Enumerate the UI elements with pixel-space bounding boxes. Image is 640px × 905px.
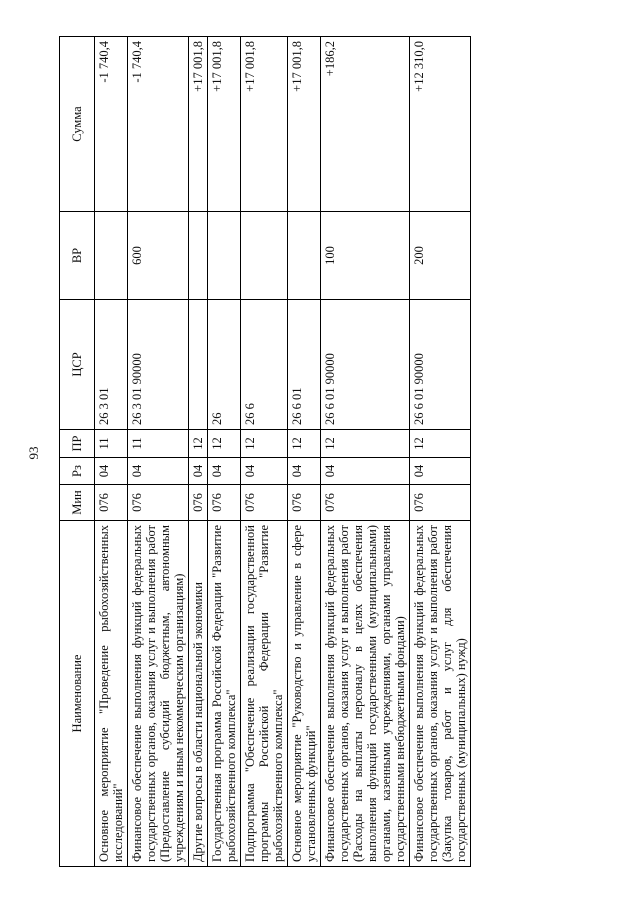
rotated-table-container	[59, 37, 597, 867]
cell-rz: 04	[208, 458, 241, 485]
cell-min: 076	[189, 485, 208, 521]
cell-sum: +17 001,8	[288, 37, 321, 212]
cell-sum: +17 001,8	[208, 37, 241, 212]
cell-min: 076	[410, 485, 471, 521]
cell-pr: 12	[410, 430, 471, 458]
table-row	[128, 37, 189, 867]
cell-csr: 26	[208, 300, 241, 430]
cell-vr	[208, 212, 241, 300]
cell-rz: 04	[321, 458, 410, 485]
cell-rz: 04	[128, 458, 189, 485]
header-sum: Сумма	[60, 37, 95, 212]
cell-csr: 26 6 01 90000	[410, 300, 471, 430]
cell-csr: 26 6	[241, 300, 288, 430]
cell-name: Основное мероприятие "Проведение рыбохозяйственных исследований"	[95, 521, 128, 867]
cell-vr: 100	[321, 212, 410, 300]
cell-name: Основное мероприятие "Руководство и управление в сфере установленных функций"	[288, 521, 321, 867]
cell-rz: 04	[95, 458, 128, 485]
cell-name: Подпрограмма "Обеспечение реализации государственной программы Российской Федерации "Развитие рыбохозяйственного комплекса"	[241, 521, 288, 867]
cell-name: Другие вопросы в области национальной экономики	[189, 521, 208, 867]
table-row	[321, 37, 410, 867]
cell-min: 076	[241, 485, 288, 521]
cell-pr: 12	[321, 430, 410, 458]
header-min: Мин	[60, 485, 95, 521]
cell-pr: 12	[288, 430, 321, 458]
table-row	[241, 37, 288, 867]
cell-rz: 04	[288, 458, 321, 485]
page-number: 93	[26, 446, 41, 460]
cell-name: Финансовое обеспечение выполнения функций федеральных государственных органов, оказания услуг и выполнения работ (Закупка товаров, работ и услуг для обеспечения государственных (муниципальных) нужд)	[410, 521, 471, 867]
cell-sum: +17 001,8	[189, 37, 208, 212]
cell-sum: +12 310,0	[410, 37, 471, 212]
header-csr: ЦСР	[60, 300, 95, 430]
cell-pr: 12	[208, 430, 241, 458]
header-pr: ПР	[60, 430, 95, 458]
table-row	[95, 37, 128, 867]
cell-min: 076	[128, 485, 189, 521]
cell-pr: 12	[241, 430, 288, 458]
cell-rz: 04	[410, 458, 471, 485]
header-vr: ВР	[60, 212, 95, 300]
table-row	[288, 37, 321, 867]
header-rz: Рз	[60, 458, 95, 485]
cell-csr: 26 3 01	[95, 300, 128, 430]
cell-vr: 200	[410, 212, 471, 300]
cell-vr: 600	[128, 212, 189, 300]
cell-csr: 26 3 01 90000	[128, 300, 189, 430]
cell-sum: +186,2	[321, 37, 410, 212]
cell-min: 076	[95, 485, 128, 521]
budget-table	[59, 36, 471, 867]
cell-pr: 11	[128, 430, 189, 458]
table-header-row	[60, 37, 95, 867]
table-row	[208, 37, 241, 867]
cell-sum: -1 740,4	[95, 37, 128, 212]
cell-sum: -1 740,4	[128, 37, 189, 212]
header-name: Наименование	[60, 521, 95, 867]
cell-min: 076	[208, 485, 241, 521]
cell-name: Финансовое обеспечение выполнения функций федеральных государственных органов, оказания услуг и выполнения работ (Предоставление субсидий бюджетным, автономным учреждениям и иным некоммерческим организациям)	[128, 521, 189, 867]
cell-csr: 26 6 01	[288, 300, 321, 430]
table-row	[189, 37, 208, 867]
cell-csr	[189, 300, 208, 430]
cell-csr: 26 6 01 90000	[321, 300, 410, 430]
cell-sum: +17 001,8	[241, 37, 288, 212]
cell-name: Финансовое обеспечение выполнения функций федеральных государственных органов, оказания услуг и выполнения работ (Расходы на выплаты персоналу в целях обеспечения выполнения функций государственными (муниципальными) органами, казенными учреждениями, органами управления государственными внебюджетными фондами)	[321, 521, 410, 867]
cell-pr: 11	[95, 430, 128, 458]
cell-vr	[95, 212, 128, 300]
cell-rz: 04	[189, 458, 208, 485]
cell-vr	[241, 212, 288, 300]
cell-min: 076	[288, 485, 321, 521]
table-row	[410, 37, 471, 867]
cell-rz: 04	[241, 458, 288, 485]
cell-vr	[189, 212, 208, 300]
cell-name: Государственная программа Российской Федерации "Развитие рыбохозяйственного комплекса"	[208, 521, 241, 867]
cell-vr	[288, 212, 321, 300]
cell-pr: 12	[189, 430, 208, 458]
cell-min: 076	[321, 485, 410, 521]
